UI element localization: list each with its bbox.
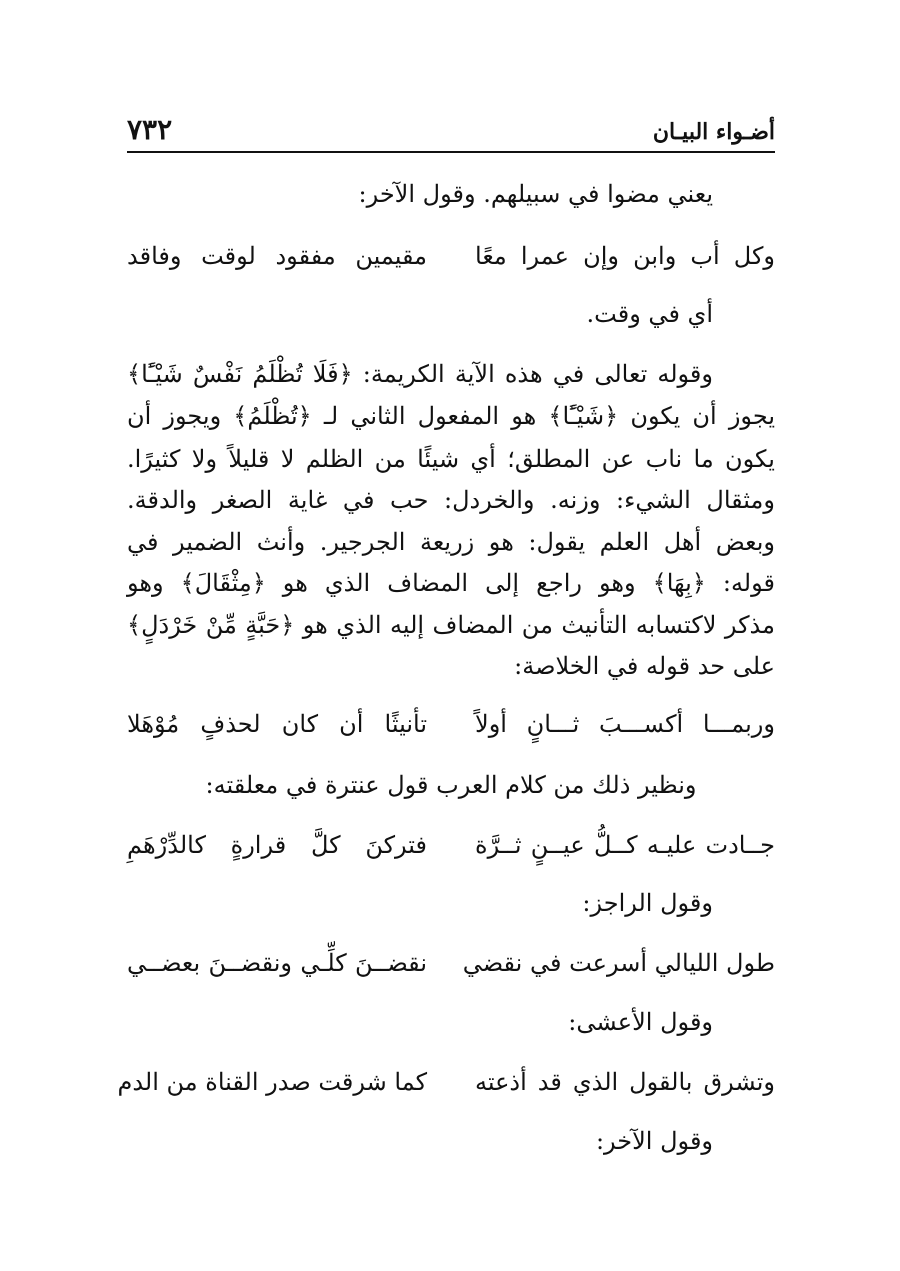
- verse-second-hemistich: فتركنَ كلَّ قرارةٍ كالدِّرْهَمِ: [127, 831, 427, 859]
- text-line: على حد قوله في الخلاصة:: [514, 652, 775, 680]
- poetry-verse: [127, 943, 775, 983]
- poetry-verse: [117, 1062, 775, 1102]
- verse-first-hemistich: طول الليالي أسرعت في نقضي: [462, 949, 775, 977]
- text-line: وقوله تعالى في هذه الآية الكريمة: ﴿فَلَا تُظْلَمُ نَفْسٌ شَيْـًٔا﴾: [127, 360, 713, 388]
- text-line: ونظير ذلك من كلام العرب قول عنترة في معلقته:: [205, 771, 697, 799]
- verse-first-hemistich: جــادت عليـه كــلُّ عيــنٍ ثــرَّة: [475, 831, 775, 859]
- text-line: ومثقال الشيء: وزنه. والخردل: حب في غاية الصغر والدقة.: [127, 486, 775, 514]
- text-line: قوله: ﴿بِهَا﴾ وهو راجع إلى المضاف الذي هو ﴿مِثْقَالَ﴾ وهو: [127, 569, 775, 597]
- text-line: مذكر لاكتسابه التأنيث من المضاف إليه الذي هو ﴿حَبَّةٍ مِّنْ خَرْدَلٍ﴾: [127, 611, 775, 639]
- text-line: يجوز أن يكون ﴿شَيْـًٔا﴾ هو المفعول الثاني لـ ﴿تُظْلَمُ﴾ ويجوز أن: [127, 402, 775, 430]
- text-line: وقول الأعشى:: [568, 1008, 713, 1036]
- poetry-verse: [127, 825, 775, 865]
- verse-first-hemistich: وكل أب وابن وإن عمرا معًا: [475, 242, 775, 270]
- text-line: وقول الراجز:: [582, 889, 713, 917]
- verse-second-hemistich: كما شرقت صدر القناة من الدم: [117, 1068, 427, 1096]
- verse-second-hemistich: مقيمين مفقود لوقت وفاقد: [127, 242, 427, 270]
- text-line: يعني مضوا في سبيلهم. وقول الآخر:: [358, 180, 713, 208]
- page-number: ٧٣٢: [127, 113, 173, 146]
- verse-second-hemistich: تأنيثًا أن كان لحذفٍ مُوْهَلا: [127, 710, 427, 738]
- verse-second-hemistich: نقضــنَ كلِّـي ونقضــنَ بعضــي: [127, 949, 427, 977]
- poetry-verse: [127, 236, 775, 276]
- header-rule: [127, 151, 775, 153]
- text-line: أي في وقت.: [586, 300, 713, 328]
- text-line: يكون ما ناب عن المطلق؛ أي شيئًا من الظلم لا قليلاً ولا كثيرًا.: [127, 445, 775, 473]
- verse-first-hemistich: وربمـــا أكســـبَ ثـــانٍ أولاً: [475, 710, 775, 738]
- running-title: أضـواء البيـان: [652, 119, 775, 145]
- verse-first-hemistich: وتشرق بالقول الذي قد أذعته: [475, 1068, 775, 1096]
- text-line: وبعض أهل العلم يقول: هو زريعة الجرجير. وأنث الضمير في: [127, 528, 775, 556]
- page-header: [127, 113, 775, 151]
- text-line: وقول الآخر:: [595, 1127, 713, 1155]
- poetry-verse: [127, 704, 775, 744]
